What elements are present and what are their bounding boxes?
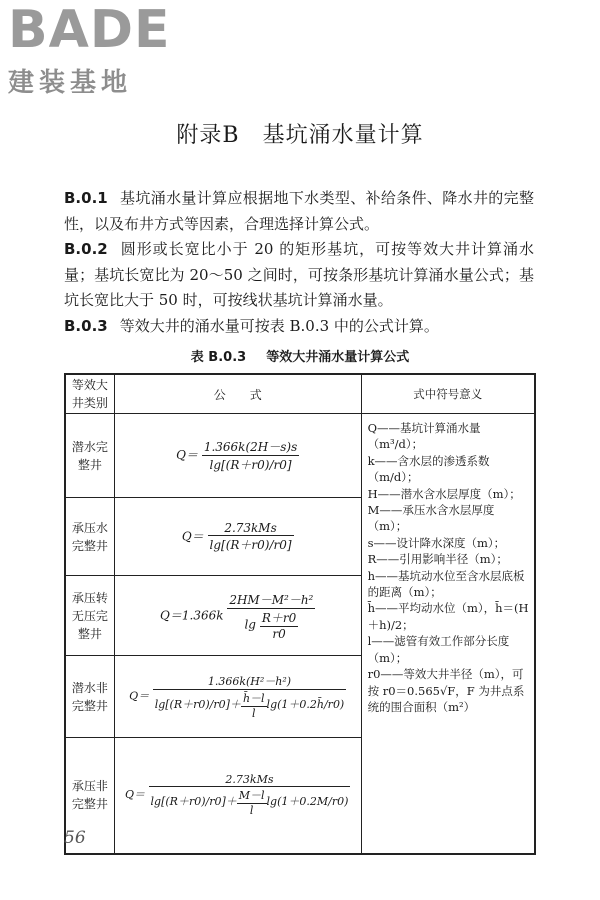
- header-symbols: 式中符号意义: [361, 374, 535, 414]
- formula-lhs: Q＝1.366k: [160, 608, 224, 622]
- numerator: 1.366k(H²－h²): [153, 673, 347, 690]
- clause-b01: [64, 186, 534, 237]
- well-type: 承压转无压完整井: [65, 576, 114, 656]
- formula: [114, 414, 361, 498]
- inner-fraction: [237, 787, 267, 817]
- denominator: [153, 690, 347, 720]
- numerator: 2HM－M²－h²: [229, 592, 314, 607]
- denominator-prefix: lg: [244, 617, 256, 631]
- formula-table: [64, 373, 536, 855]
- denominator: lg[(R＋r0)/r0]: [209, 537, 292, 552]
- table-caption: [0, 346, 600, 365]
- well-type: 承压非完整井: [65, 738, 114, 854]
- formula: [114, 498, 361, 576]
- logo-subtitle: 建装基地: [8, 68, 133, 98]
- symbol-definitions: [361, 414, 535, 854]
- inner-denominator: l: [249, 804, 254, 818]
- clause-number: B.0.3: [64, 317, 108, 335]
- symbol-m: M——承压水含水层厚度（m）；: [367, 503, 495, 534]
- header-formula: 公 式: [114, 374, 361, 414]
- denominator: [149, 787, 351, 817]
- symbol-q: Q——基坑计算涌水量（m³/d）；: [367, 421, 481, 452]
- symbol-h-lower: h——基坑动水位至含水层底板的距离（m）；: [367, 568, 525, 600]
- clause-text: 等效大井的涌水量可按表 B.0.3 中的公式计算。: [119, 317, 439, 335]
- inner-numerator: M－l: [238, 789, 265, 803]
- inner-numerator: h̄－l: [242, 692, 265, 705]
- fraction: [153, 673, 347, 720]
- table-caption-number: 表 B.0.3: [190, 350, 247, 365]
- inner-fraction: [241, 690, 267, 720]
- denominator-part-a: lg[(R＋r0)/r0]＋: [150, 795, 237, 809]
- logo: [8, 0, 178, 99]
- clause-text: 圆形或长宽比小于 20 的矩形基坑，可按等效大井计算涌水量；基坑长宽比为 20～50 之间时，可按条形基坑计算涌水量公式；基坑长宽比大于 50 时，可按线状基坑计算涌水量。: [64, 240, 534, 309]
- table-header-row: [65, 374, 535, 414]
- formula-lhs: Q＝: [176, 448, 198, 462]
- symbol-h-upper: H——潜水含水层厚度（m）；: [367, 486, 521, 501]
- fraction: [149, 773, 351, 817]
- page-number: 56: [64, 828, 86, 848]
- formula-lhs: Q＝: [129, 689, 150, 703]
- formula: [114, 576, 361, 656]
- fraction: [227, 591, 315, 641]
- inner-denominator: r0: [272, 626, 286, 641]
- symbol-l: l——滤管有效工作部分长度（m）；: [367, 634, 510, 665]
- symbol-r0: r0——等效大井半径（m），可按 r0＝0.565√F，F 为井点系统的围合面积（m²）: [367, 667, 525, 714]
- fraction: [208, 521, 294, 553]
- inner-denominator: l: [251, 707, 256, 720]
- clause-number: B.0.1: [64, 189, 108, 207]
- formula: [114, 738, 361, 854]
- inner-numerator: R＋r0: [261, 610, 297, 625]
- page-title: 附录B 基坑涌水量计算: [176, 123, 424, 148]
- formula-lhs: Q＝: [124, 788, 146, 802]
- symbol-s: s——设计降水深度（m）；: [367, 535, 506, 550]
- well-type: 潜水完整井: [65, 414, 114, 498]
- denominator: [227, 609, 315, 641]
- numerator: 1.366k(2H－s)s: [203, 440, 298, 454]
- inner-fraction: [260, 609, 298, 641]
- formula: [114, 656, 361, 738]
- logo-brand: BADE: [8, 0, 171, 60]
- clause-number: B.0.2: [64, 240, 108, 258]
- symbol-h-bar: h̄——平均动水位（m），h̄＝(H＋h)/2；: [367, 601, 529, 632]
- well-type: 承压水完整井: [65, 498, 114, 576]
- denominator-part-b: lg(1＋0.2h̄/r0): [266, 698, 345, 711]
- denominator: lg[(R＋r0)/r0]: [209, 458, 292, 472]
- fraction: [202, 438, 299, 473]
- symbol-r: R——引用影响半径（m）；: [367, 552, 508, 567]
- formula-lhs: Q＝: [181, 529, 204, 543]
- symbol-k: k——含水层的渗透系数（m/d）；: [367, 453, 490, 485]
- clause-b02: [64, 237, 534, 314]
- numerator: 2.73kMs: [208, 521, 294, 536]
- well-type: 潜水非完整井: [65, 656, 114, 738]
- numerator: 2.73kMs: [149, 773, 351, 787]
- header-well-type: 等效大井类别: [65, 374, 114, 414]
- denominator-part-b: lg(1＋0.2M/r0): [266, 795, 349, 809]
- table-caption-title: 等效大井涌水量计算公式: [266, 350, 410, 365]
- denominator-part-a: lg[(R＋r0)/r0]＋: [154, 698, 241, 711]
- table-row: [65, 414, 535, 498]
- clause-b03: [64, 314, 534, 340]
- clause-text: 基坑涌水量计算应根据地下水类型、补给条件、降水井的完整性，以及布井方式等因素，合理选择计算公式。: [64, 189, 534, 233]
